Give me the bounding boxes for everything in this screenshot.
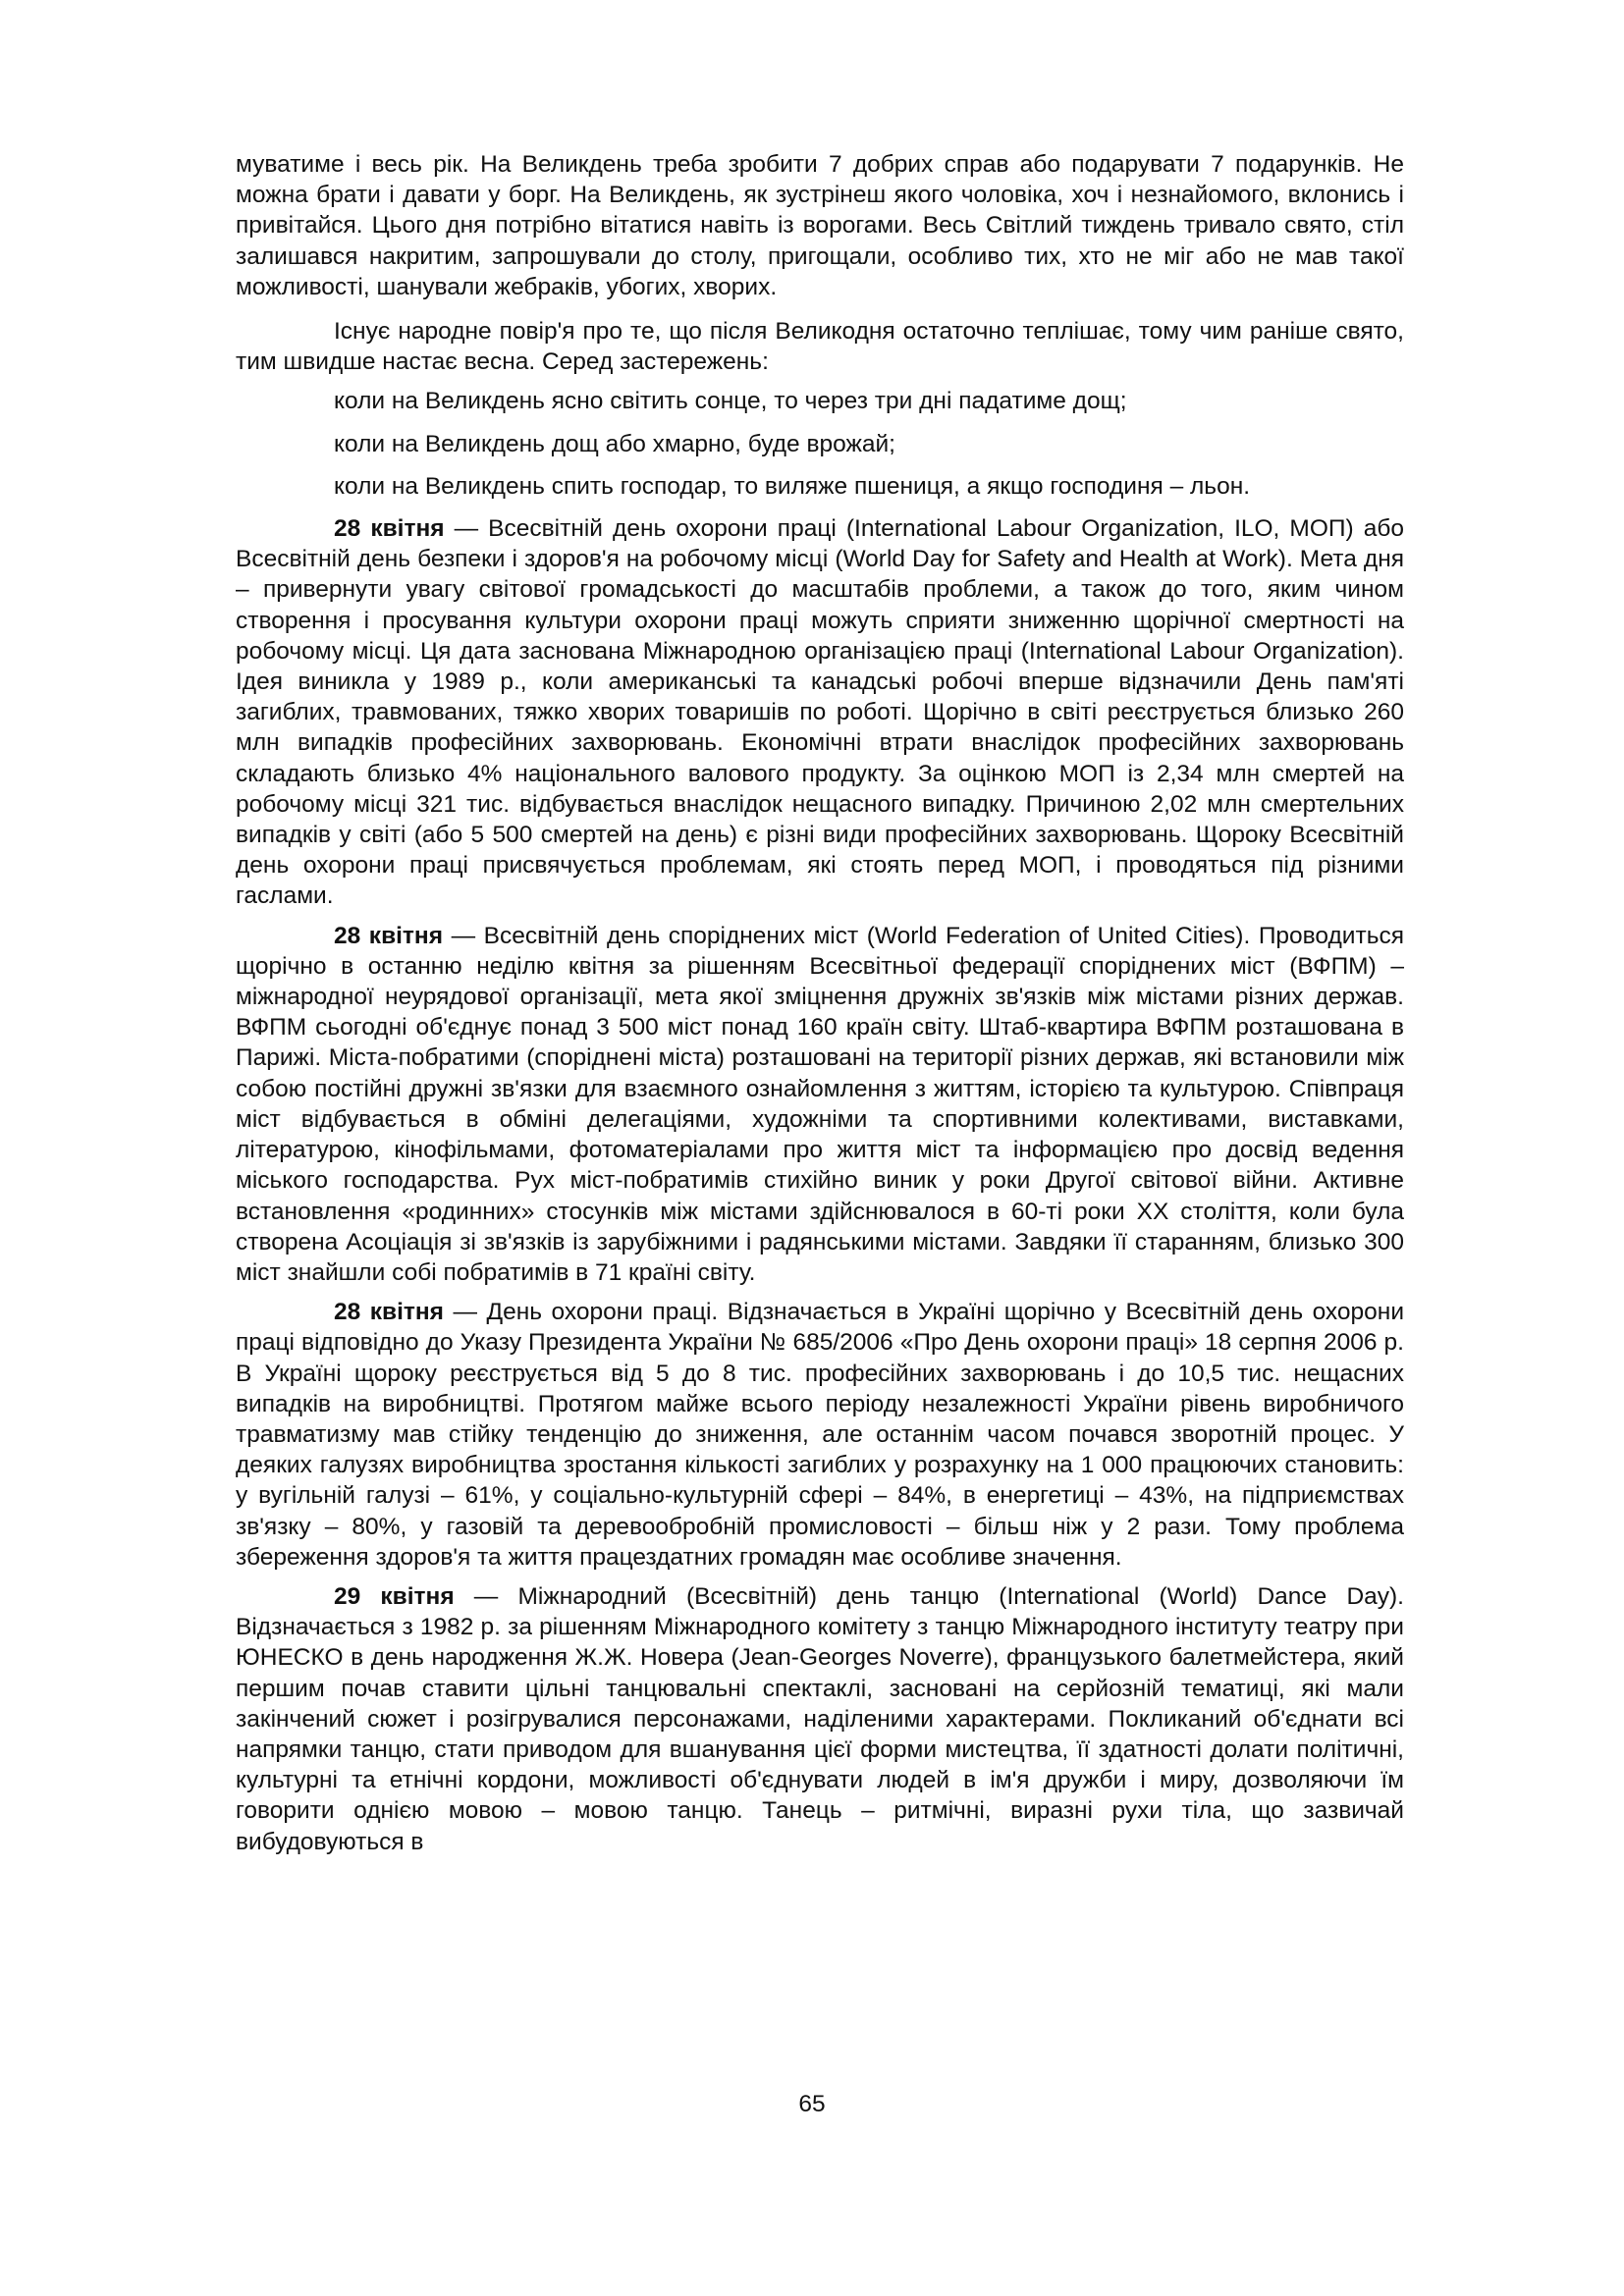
entry-date: 28 квітня xyxy=(334,515,445,543)
entry-ukraine-labour-safety-day xyxy=(236,1297,1404,1573)
omen-line-host xyxy=(236,471,1404,502)
paragraph-easter-customs xyxy=(236,149,1404,302)
entry-text: — Всесвітній день охорони праці (International Labour Organization, ILO, МОП) або Всесвітній день безпеки і здоров'я на робочому місці (World Day for Safety and Health at Work). Мета дня – привернути увагу світової громадськості до масштабів проблеми, а також до того, яким чином створення і просування культури охорони праці можуть сприяти зниженню щорічної смертності на робочому місці. Ця дата заснована Міжнародною організацією праці (International Labour Organization). Ідея виникла у 1989 р., коли американські та канадські робочі вперше відзначили День пам'яті загиблих, травмованих, тяжко хворих товаришів по роботі. Щорічно в світі реєструється близько 260 млн випадків професійних захворювань. Економічні втрати внаслідок професійних захворювань складають близько 4% національного валового продукту. За оцінкою МОП із 2,34 млн смертей на робочому місці 321 тис. відбувається внаслідок нещасного випадку. Причиною 2,02 млн смертельних випадків у світі (або 5 500 смертей на день) є різні види професійних захворювань. Щороку Всесвітній день охорони праці присвячується проблемам, які стоять перед МОП, і проводяться під різними гаслами. xyxy=(236,515,1405,910)
paragraph-text: коли на Великдень ясно світить сонце, то через три дні падатиме дощ; xyxy=(334,388,1127,415)
entry-text: — Міжнародний (Всесвітній) день танцю (International (World) Dance Day). Відзначається з 1982 р. за рішенням Міжнародного комітету з танцю Міжнародного інституту театру при ЮНЕСКО в день народження Ж.Ж. Новера (Jean-Georges Noverre), французького балетмейстера, який першим почав ставити цільні танцювальні спектаклі, засновані на серйозній тематиці, які мали закінчений сюжет і розігрувалися персонажами, наділеними характерами. Покликаний об'єднати всі напрямки танцю, стати приводом для вшанування цієї форми мистецтва, її здатності долати політичні, культурні та етнічні кордони, можливості об'єднувати людей в ім'я дружби і миру, дозволяючи їм говорити однією мовою – мовою танцю. Танець – ритмічні, виразні рухи тіла, що зазвичай вибудовуються в xyxy=(236,1582,1404,1855)
entry-date: 29 квітня xyxy=(334,1582,455,1610)
paragraph-text: коли на Великдень спить господар, то виляже пшениця, а якщо господиня – льон. xyxy=(334,472,1251,500)
entry-date: 28 квітня xyxy=(334,922,444,949)
paragraph-easter-belief xyxy=(236,316,1404,377)
page-body xyxy=(236,149,1404,1866)
entry-date: 28 квітня xyxy=(334,1299,444,1326)
paragraph-text: коли на Великдень дощ або хмарно, буде врожай; xyxy=(334,430,895,457)
paragraph-text: Існує народне повір'я про те, що після Великодня остаточно теплішає, тому чим раніше свято, тим швидше настає весна. Серед застережень: xyxy=(236,318,1404,376)
page-number: 65 xyxy=(798,2091,826,2117)
entry-text: — Всесвітній день споріднених міст (World Federation of United Cities). Проводиться щорічно в останню неділю квітня за рішенням Всесвітньої федерації споріднених міст (ВФПМ) – міжнародної неурядової організації, мета якої зміцнення дружніх зв'язків між містами різних держав. ВФПМ сьогодні об'єднує понад 3 500 міст понад 160 країн світу. Штаб-квартира ВФПМ розташована в Парижі. Міста-побратими (споріднені міста) розташовані на території різних держав, які встановили між собою постійні дружні зв'язки для взаємного ознайомлення з життям, історією та культурою. Співпраця міст відбувається в обміні делегаціями, художніми та спортивними колективами, виставками, літературою, кінофільмами, фотоматеріалами про життя міст та інформацією про досвід ведення міського господарства. Рух міст-побратимів стихійно виник у роки Другої світової війни. Активне встановлення «родинних» стосунків між містами здійснювалося в 60-ті роки XX століття, коли була створена Асоціація зі зв'язків із зарубіжними і радянськими містами. Завдяки її старанням, близько 300 міст знайшли собі побратимів в 71 країні світу. xyxy=(236,922,1404,1286)
omen-line-sun xyxy=(236,386,1404,416)
entry-text: — День охорони праці. Відзначається в Україні щорічно у Всесвітній день охорони праці відповідно до Указу Президента України № 685/2006 «Про День охорони праці» 18 серпня 2006 р. В Україні щороку реєструється від 5 до 8 тис. професійних захворювань і до 10,5 тис. нещасних випадків на виробництві. Протягом майже всього періоду незалежності України рівень виробничого травматизму мав стійку тенденцію до зниження, але останнім часом почався зворотній процес. У деяких галузях виробництва зростання кількості загиблих у розрахунку на 1 000 працюючих становить: у вугільній галузі – 61%, у соціально-культурній сфері – 84%, в енергетиці – 43%, на підприємствах зв'язку – 80%, у газовій та деревообробній промисловості – більш ніж у 2 рази. Тому проблема збереження здоров'я та життя працездатних громадян має особливе значення. xyxy=(236,1299,1405,1571)
entry-twin-cities-day xyxy=(236,921,1404,1288)
entry-world-labour-safety-day xyxy=(236,513,1404,912)
paragraph-text: муватиме і весь рік. На Великдень треба зробити 7 добрих справ або подарувати 7 подарунків. Не можна брати і давати у борг. На Великдень, як зустрінеш якого чоловіка, хоч і незнайомого, вклонись і привітайся. Цього дня потрібно вітатися навіть із ворогами. Весь Світлий тиждень тривало свято, стіл залишався накритим, запрошували до столу, пригощали, особливо тих, хто не міг або не мав такої можливості, шанували жебраків, убогих, хворих. xyxy=(236,151,1404,300)
entry-dance-day xyxy=(236,1581,1404,1857)
omen-line-rain xyxy=(236,429,1404,459)
